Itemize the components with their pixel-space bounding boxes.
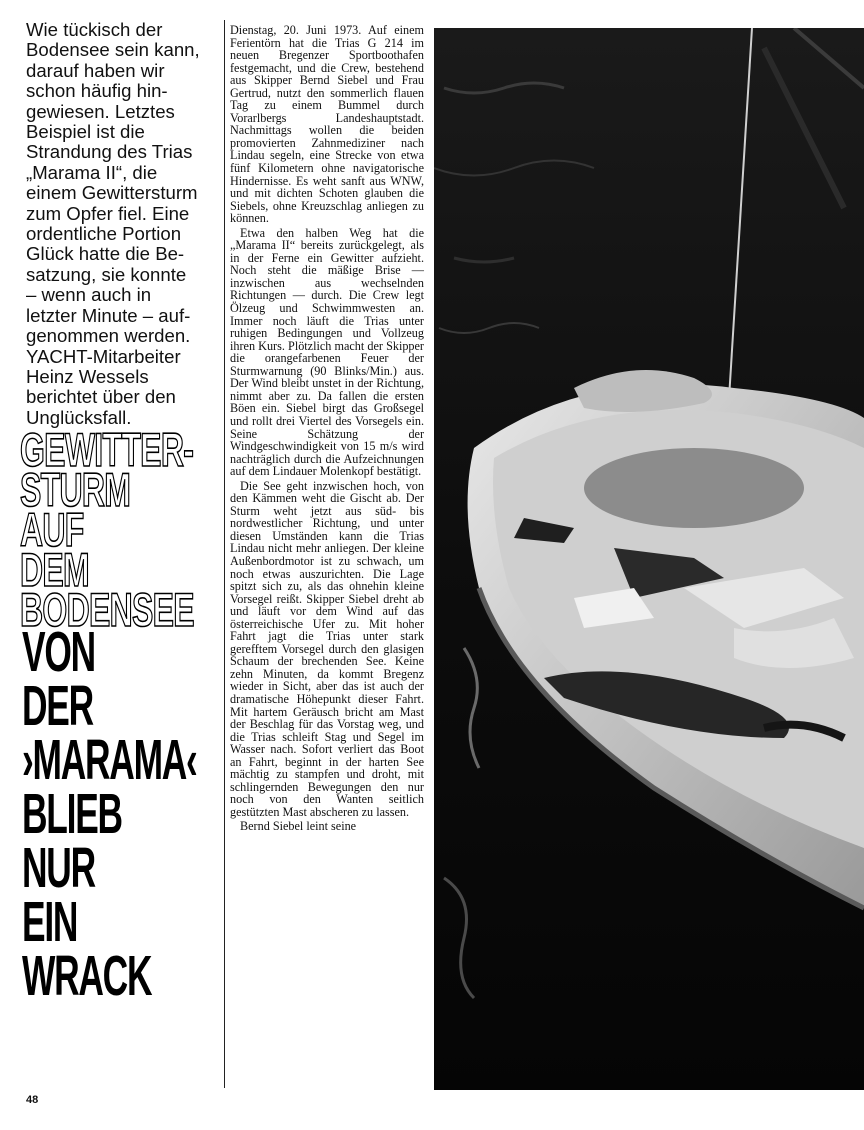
page-number: 48 [26, 1094, 39, 1106]
article-column [230, 24, 424, 835]
article-paragraph-4: Bernd Siebel leint seine [240, 819, 357, 834]
article-paragraph-3: Die See geht inzwischen hoch, von den Kämmen weht die Gischt ab. Der Sturm weht jetzt aus süd- bis nordwestlicher Richtung, und unter diesen Umständen kann die Trias Lindau nicht mehr anliegen. Der kleine Außenbordmotor ist zu schwach, um noch etwas auszurichten. Die Lage spitzt sich zu, als das ohnehin kleine Vorsegel reißt. Skipper Siebel dreht ab und läuft vor dem Wind auf das österreichische Ufer zu. Mit hoher Fahrt jagt die Trias unter stark gerefftem Vorsegel durch den glasigen Schaum der brechenden See. Keine zehn Minuten, da kommt Bregenz wieder in Sicht, aber das ist auch der dramatische Höhepunkt dieser Fahrt. Mit hartem Geräusch bricht am Mast der Beschlag für das Vorstag weg, und die Trias schleift Stag und Segel im Wasser nach. Sofort verliert das Boot an Fahrt, beginnt in der harten See mächtig zu stampfen und droht, mit schlingernden Bewegungen den nur noch von den Wanten seitlich gestützten Mast abscheren zu lassen. [230, 478, 424, 819]
boat-wreck-photo [434, 28, 864, 1090]
headline-solid: VON DER ›MARAMA‹ BLIEB NUR EIN WRACK [22, 620, 197, 1008]
headline-outline: GEWITTER- STURM AUF DEM BODENSEE [20, 423, 194, 636]
column-divider [224, 20, 225, 1088]
boat-photo-illustration [434, 28, 864, 1090]
article-paragraph-1: Dienstag, 20. Juni 1973. Auf einem Ferientörn hat die Trias G 214 im neuen Bregenzer Sportboothafen festgemacht, und die Crew, bestehend aus Skipper Bernd Siebel und Frau Gertrud, nutzt den sommerlich flauen Tag zu einem Bummel durch Vorarlbergs Landeshauptstadt. Nachmittags wollen die beiden promovierten Zahnmediziner nach Lindau segeln, eine Strecke von etwa fünf Kilometern ohne navigatorische Hindernisse. Es weht sanft aus WNW, und mit dichten Schoten glauben die Siebels, ohne Kreuzschlag anliegen zu können. [230, 23, 424, 226]
article-paragraph-2: Etwa den halben Weg hat die „Marama II“ bereits zurückgelegt, als in der Ferne ein Gewitter aufzieht. Noch steht die mäßige Brise — inzwischen aus wechselnden Richtungen — durch. Die Crew legt Ölzeug und Schwimmwesten an. Immer noch läuft die Trias unter ruhigen Bedingungen und Vollzeug ihren Kurs. Plötzlich macht der Skipper die orangefarbenen Feuer der Sturmwarnung (90 Blinks/Min.) aus. Der Wind bleibt unstet in der Richtung, nimmt aber zu. Da fallen die ersten Böen ein. Siebel birgt das Großsegel und rollt drei Viertel des Vorsegels ein. Seine Schätzung der Windgeschwindigkeit von 15 m/s wird nachträglich durch die Aufzeichnungen auf dem Lindauer Molenkopf bestätigt. [230, 225, 424, 479]
intro-text: Wie tückisch der Bodensee sein kann, darauf haben wir schon häufig hin- gewiesen. Letztes Beispiel ist die Strandung des Trias „Marama II“, die einem Gewittersturm zum Opfer fiel. Eine ordentliche Portion Glück hatte die Be- satzung, sie konnte – wenn auch in letzter Minute – auf- genommen werden. YACHT-Mitarbeiter Heinz Wessels berichtet über den Unglücksfall. [26, 19, 200, 428]
